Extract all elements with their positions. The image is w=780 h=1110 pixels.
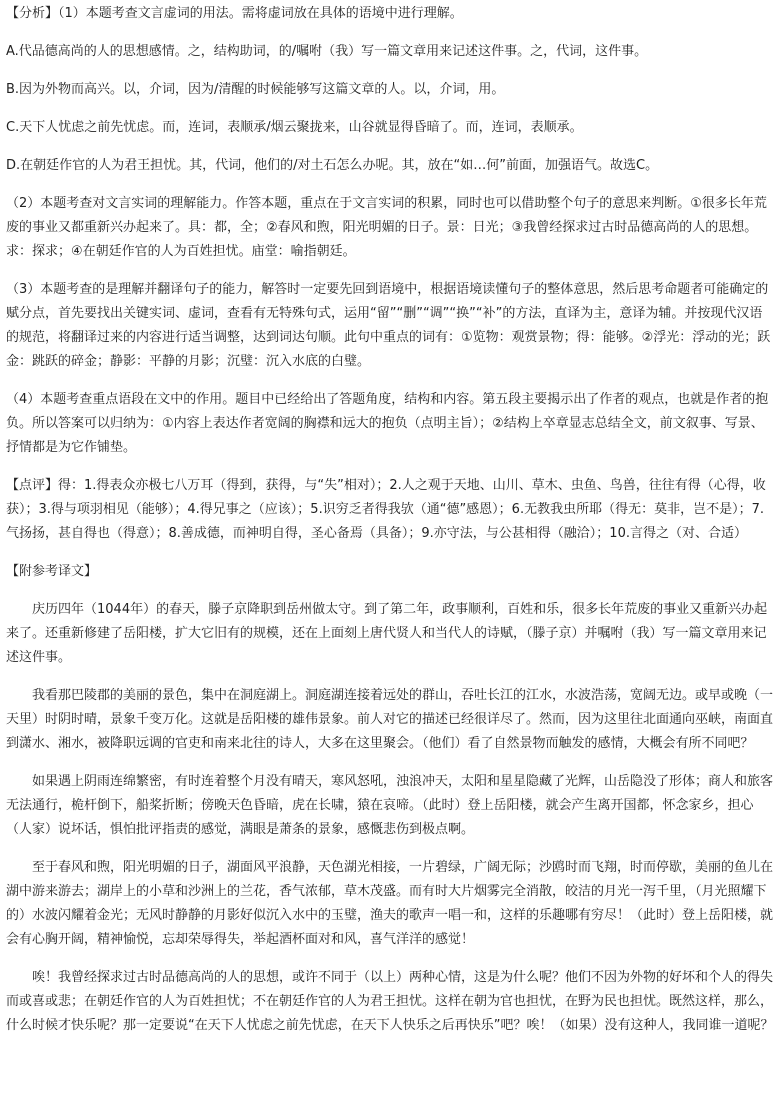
translation-paragraph-5: 唉！我曾经探求过古时品德高尚的人的思想，或许不同于（以上）两种心情，这是为什么呢？他们不因为外物的好坏和个人的得失而或喜或悲；在朝廷作官的人为百姓担忧；不在朝廷作官的人为君王担忧。这样在朝为官也担忧，在野为民也担忧。既然这样，那么，什么时候才快乐呢？那一定要说“在天下人忧虑之前先忧虑，在天下人快乐之后再快乐”吧？唉！（如果）没有这种人，我同谁一道呢？	[6, 970, 774, 1033]
translation-heading: 【附参考译文】	[6, 564, 98, 579]
option-b-paragraph: B.因为外物而高兴。以，介词，因为/清醒的时候能够写这篇文章的人。以，介词，用。	[6, 82, 505, 97]
analysis-part-3-paragraph: （3）本题考查的是理解并翻译句子的能力，解答时一定要先回到语境中，根据语境读懂句子的整体意思，然后思考命题者可能确定的赋分点，首先要找出关键实词、虚词，查看有无特殊句式，运用“留”“删”“调”“换”“补”的方法，直译为主，意译为辅。并按现代汉语的规范，将翻译过来的内容进行适当调整，达到词达句顺。此句中重点的词有：①览物：观赏景物；得：能够。②浮光：浮动的光；跃金：跳跃的碎金；静影：平静的月影；沉璧：沉入水底的白璧。	[6, 282, 771, 369]
translation-paragraph-4: 至于春风和煦，阳光明媚的日子，湖面风平浪静，天色湖光相接，一片碧绿，广阔无际；沙鸥时而飞翔，时而停歇，美丽的鱼儿在湖中游来游去；湖岸上的小草和沙洲上的兰花，香气浓郁，草木茂盛。而有时大片烟雾完全消散，皎洁的月光一泻千里，（月光照耀下的）水波闪耀着金光；无风时静静的月影好似沉入水中的玉璧，渔夫的歌声一唱一和，这样的乐趣哪有穷尽！（此时）登上岳阳楼，就会有心胸开阔，精神愉悦，忘却荣辱得失，举起酒杯面对和风，喜气洋洋的感觉！	[6, 860, 774, 947]
comment-paragraph: 【点评】得：1.得表众亦极七八万耳（得到，获得，与“失”相对）；2.人之观于天地、山川、草木、虫鱼、鸟兽，往往有得（心得，收获）；3.得与项羽相见（能够）；4.得兄事之（应该）；5.识穷乏者得我欤（通“德”感恩）；6.无教我虫所耶（得无：莫非，岂不是）；7.气扬扬，甚自得也（得意）；8.善成德，而神明自得，圣心备焉（具备）；9.亦守法，与公甚相得（融洽）；10.言得之（对、合适）	[6, 478, 766, 541]
option-c-paragraph: C.天下人忧虑之前先忧虑。而，连词，表顺承/烟云聚拢来，山谷就显得昏暗了。而，连词，表顺承。	[6, 120, 583, 135]
analysis-part-4-paragraph: （4）本题考查重点语段在文中的作用。题目中已经给出了答题角度，结构和内容。第五段主要揭示出了作者的观点，也就是作者的抱负。所以答案可以归纳为：①内容上表达作者宽阔的胸襟和远大的抱负（点明主旨）；②结构上卒章显志总结全文，前文叙事、写景、抒情都是为它作铺垫。	[6, 392, 769, 455]
answer-analysis-document	[0, 2, 780, 1038]
option-d-paragraph: D.在朝廷作官的人为君王担忧。其，代词，他们的/对土石怎么办呢。其，放在“如…何”前面，加强语气。故选C。	[6, 158, 659, 173]
analysis-part-2-paragraph: （2）本题考查对文言实词的理解能力。作答本题，重点在于文言实词的积累，同时也可以借助整个句子的意思来判断。①很多长年荒废的事业又都重新兴办起来了。具：都，全；②春风和煦，阳光明媚的日子。景：日光；③我曾经探求过古时品德高尚的人的思想。求：探求；④在朝廷作官的人为百姓担忧。庙堂：喻指朝廷。	[6, 196, 767, 259]
translation-paragraph-2: 我看那巴陵郡的美丽的景色，集中在洞庭湖上。洞庭湖连接着远处的群山，吞吐长江的江水，水波浩荡，宽阔无边。或早或晚（一天里）时阴时晴，景象千变万化。这就是岳阳楼的雄伟景象。前人对它的描述已经很详尽了。然而，因为这里往北面通向巫峡，南面直到潇水、湘水，被降职远调的官吏和南来北往的诗人，大多在这里聚会。（他们）看了自然景物而触发的感情，大概会有所不同吧？	[6, 688, 774, 751]
option-a-paragraph: A.代品德高尚的人的思想感情。之，结构助词，的/嘱咐（我）写一篇文章用来记述这件事。之，代词，这件事。	[6, 44, 648, 59]
translation-paragraph-1: 庆历四年（1044年）的春天，滕子京降职到岳州做太守。到了第二年，政事顺利，百姓和乐，很多长年荒废的事业又重新兴办起来了。还重新修建了岳阳楼，扩大它旧有的规模，还在上面刻上唐代贤人和当代人的诗赋，（滕子京）并嘱咐（我）写一篇文章用来记述这件事。	[6, 602, 768, 665]
translation-paragraph-3: 如果遇上阴雨连绵繁密，有时连着整个月没有晴天，寒风怒吼，浊浪冲天，太阳和星星隐藏了光辉，山岳隐没了形体；商人和旅客无法通行，桅杆倒下，船桨折断；傍晚天色昏暗，虎在长啸，猿在哀啼。（此时）登上岳阳楼，就会产生离开国都，怀念家乡，担心（人家）说坏话，惧怕批评指责的感觉，满眼是萧条的景象，感慨悲伤到极点啊。	[6, 774, 774, 837]
analysis-heading-paragraph: 【分析】（1）本题考查文言虚词的用法。需将虚词放在具体的语境中进行理解。	[6, 6, 463, 21]
